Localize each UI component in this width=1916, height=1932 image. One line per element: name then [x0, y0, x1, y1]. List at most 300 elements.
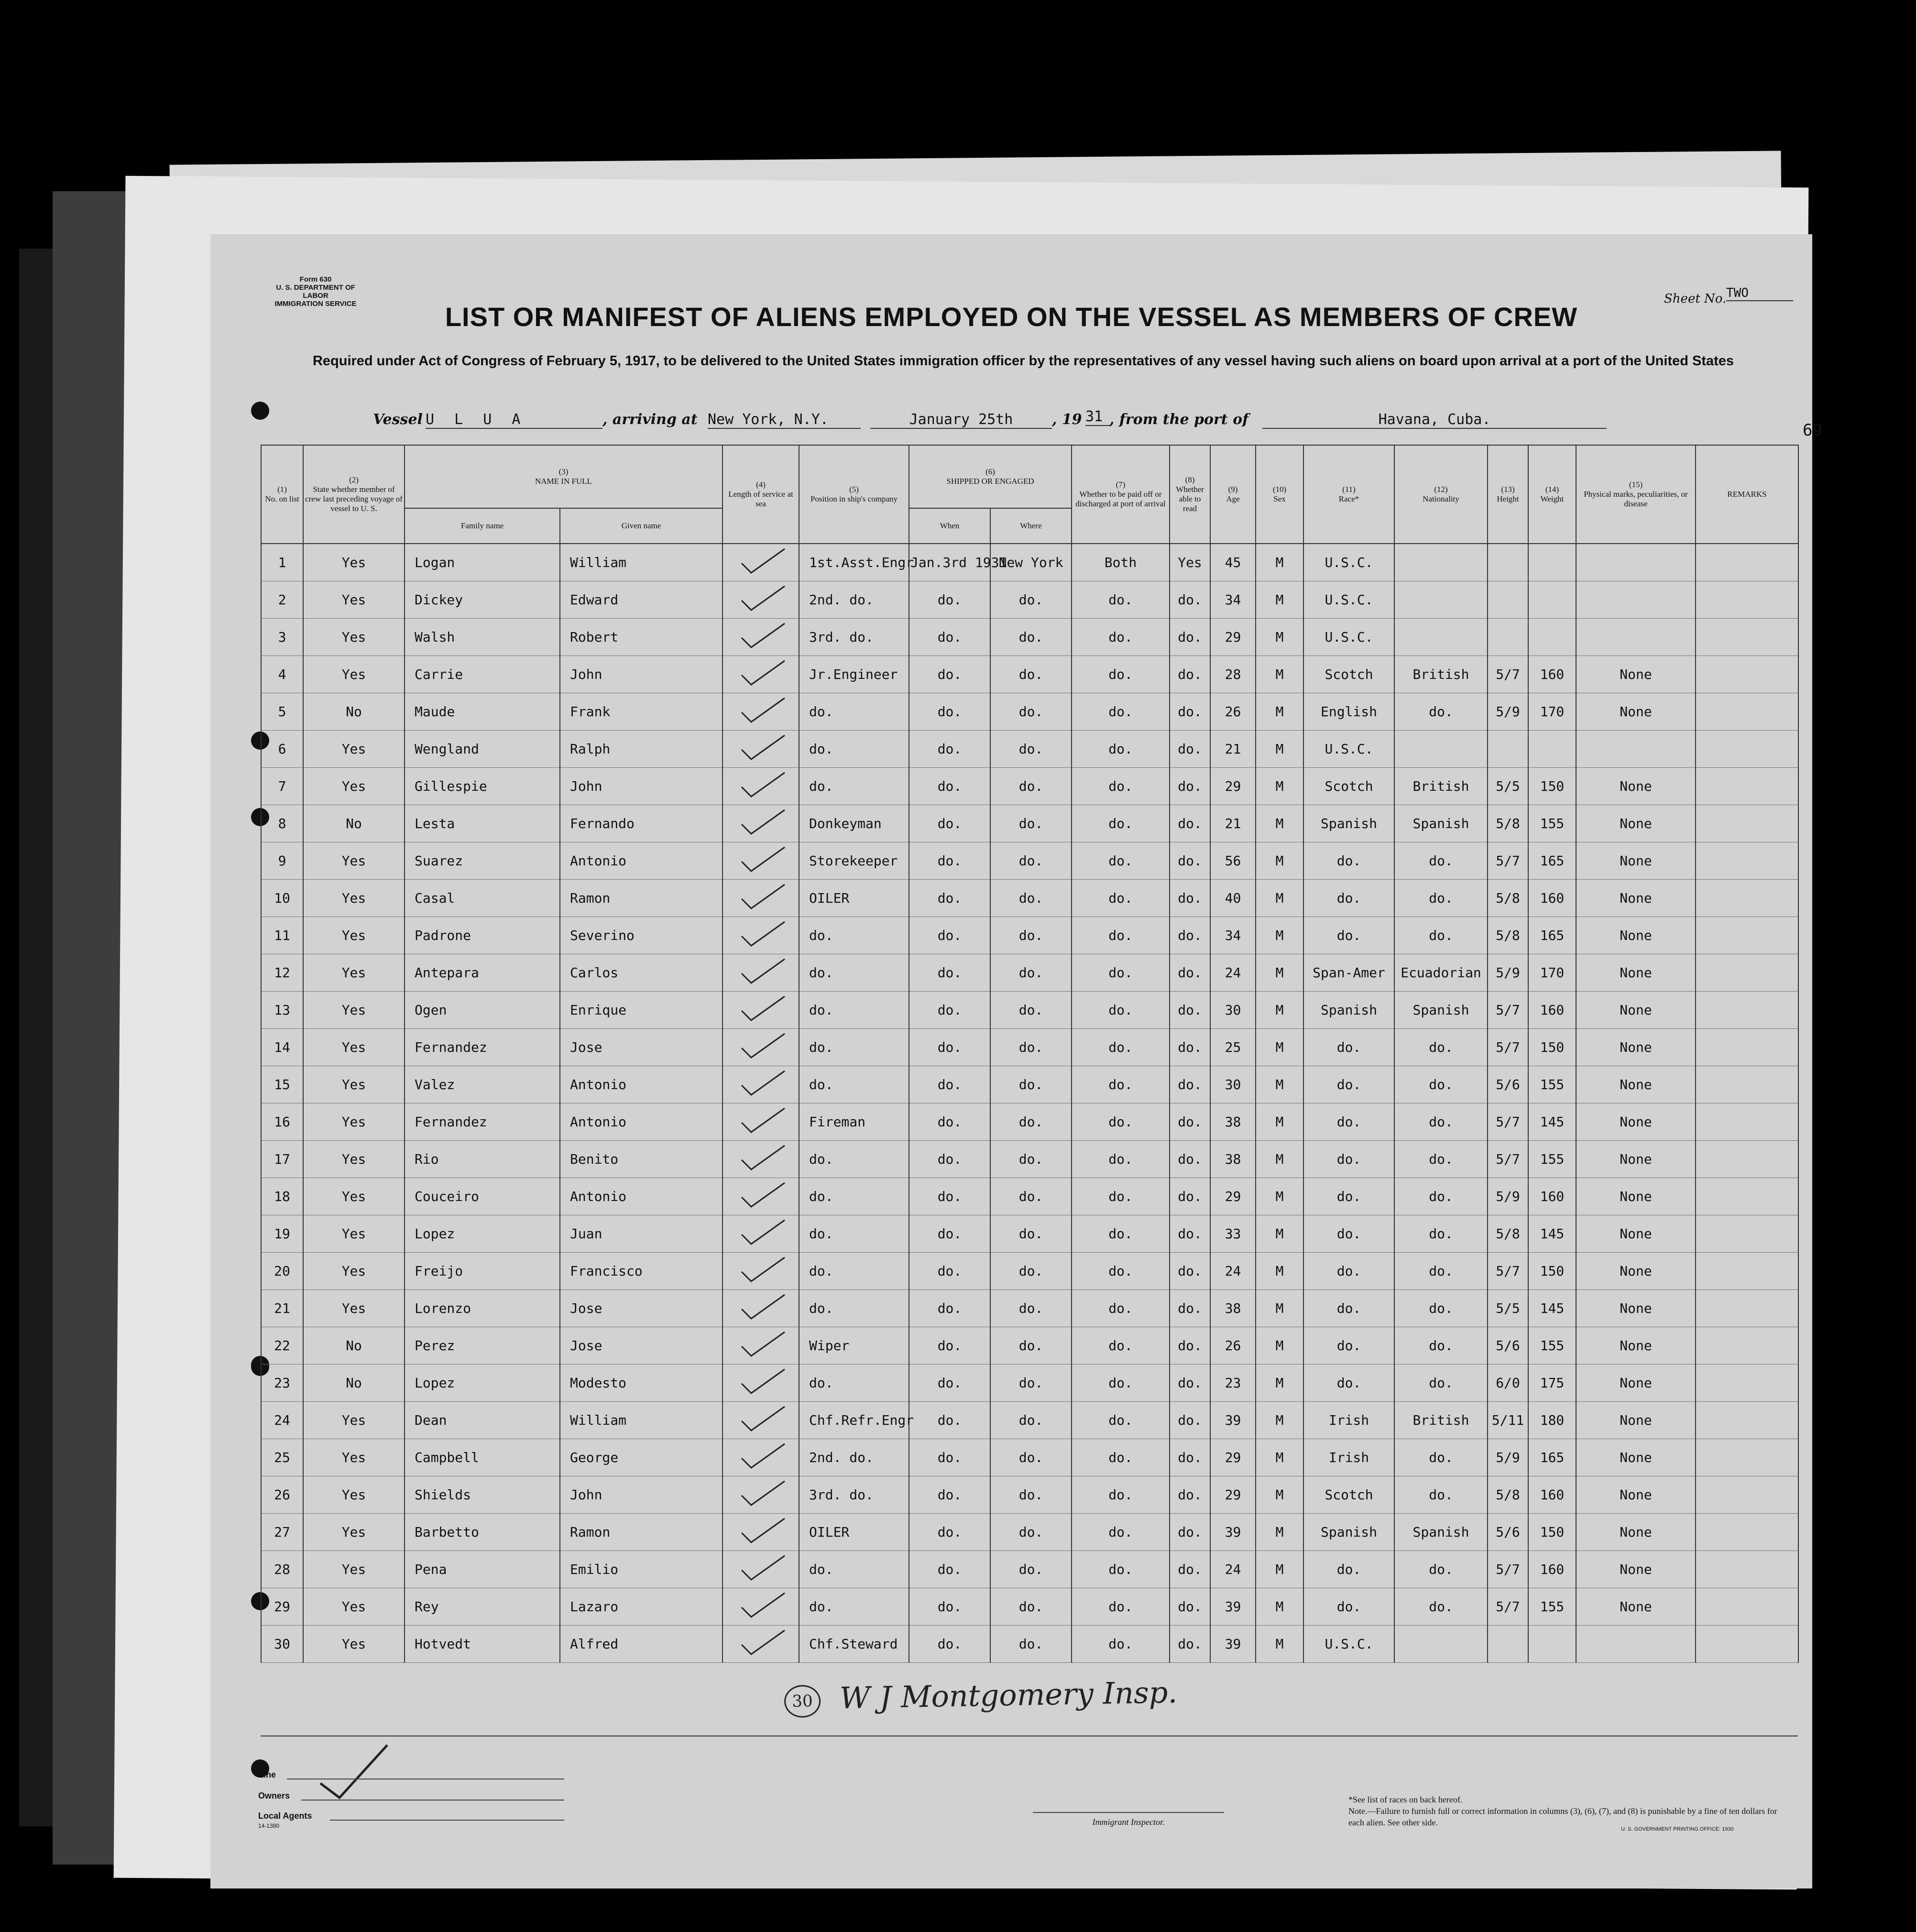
- col-num: (6): [985, 467, 995, 476]
- shipped-when: do.: [909, 619, 990, 656]
- check-mark-icon: [732, 658, 789, 687]
- family-name: Lopez: [405, 1364, 560, 1402]
- previous-voyage: Yes: [303, 1141, 405, 1178]
- family-name: Logan: [405, 544, 560, 581]
- race: do.: [1303, 1551, 1394, 1588]
- age: 39: [1210, 1402, 1256, 1439]
- col-header-previous-voyage: [303, 445, 405, 544]
- col-header-weight: [1528, 445, 1576, 544]
- shipped-where: do.: [990, 992, 1072, 1029]
- race: do.: [1303, 1141, 1394, 1178]
- col-header-when: When: [909, 508, 990, 544]
- check-mark-icon: [732, 1180, 789, 1209]
- row-number: 13: [261, 992, 303, 1029]
- shipped-where: do.: [990, 1514, 1072, 1551]
- given-name: Francisco: [560, 1253, 723, 1290]
- nationality: do.: [1394, 1588, 1488, 1626]
- check-mark-icon: [732, 994, 789, 1023]
- weight: [1528, 1626, 1576, 1663]
- race: U.S.C.: [1303, 544, 1394, 581]
- paid-off: do.: [1072, 693, 1170, 731]
- weight: 145: [1528, 1103, 1576, 1141]
- nationality: British: [1394, 768, 1488, 805]
- table-row: [261, 1253, 1798, 1290]
- weight: 160: [1528, 656, 1576, 693]
- col-label: Position in ship's company: [810, 494, 898, 503]
- position: Chf.Steward: [799, 1626, 909, 1663]
- able-to-read: do.: [1170, 1476, 1210, 1514]
- col-header-position: [799, 445, 909, 544]
- nationality: do.: [1394, 1327, 1488, 1364]
- sex: M: [1256, 917, 1303, 954]
- table-row: [261, 731, 1798, 768]
- physical-marks: None: [1576, 1588, 1696, 1626]
- previous-voyage: No: [303, 805, 405, 842]
- nationality: [1394, 1626, 1488, 1663]
- sex: M: [1256, 1439, 1303, 1476]
- shipped-when: do.: [909, 1029, 990, 1066]
- position: do.: [799, 1029, 909, 1066]
- check-mark-icon: [732, 1106, 789, 1135]
- able-to-read: do.: [1170, 693, 1210, 731]
- remarks: [1696, 1439, 1798, 1476]
- check-mark-icon: [732, 696, 789, 724]
- table-row: [261, 992, 1798, 1029]
- table-row: [261, 1439, 1798, 1476]
- remarks: [1696, 842, 1798, 880]
- arriving-label: , arriving at: [602, 411, 698, 428]
- row-number: 26: [261, 1476, 303, 1514]
- position: do.: [799, 731, 909, 768]
- previous-voyage: No: [303, 1327, 405, 1364]
- remarks: [1696, 544, 1798, 581]
- family-name: Dickey: [405, 581, 560, 619]
- position: Fireman: [799, 1103, 909, 1141]
- check-mark-icon: [732, 845, 789, 873]
- previous-voyage: Yes: [303, 1514, 405, 1551]
- col-label: No. on list: [265, 494, 299, 503]
- nationality: do.: [1394, 1290, 1488, 1327]
- age: 29: [1210, 1178, 1256, 1215]
- departure-port: Havana, Cuba.: [1262, 411, 1607, 429]
- position: do.: [799, 954, 909, 992]
- weight: 170: [1528, 954, 1576, 992]
- service-length: [723, 693, 799, 731]
- row-number: 27: [261, 1514, 303, 1551]
- check-mark-icon: [732, 957, 789, 985]
- shipped-where: do.: [990, 619, 1072, 656]
- previous-voyage: Yes: [303, 1588, 405, 1626]
- shipped-where: do.: [990, 880, 1072, 917]
- paid-off: do.: [1072, 1327, 1170, 1364]
- service-length: [723, 768, 799, 805]
- physical-marks: None: [1576, 805, 1696, 842]
- weight: 180: [1528, 1402, 1576, 1439]
- previous-voyage: Yes: [303, 1178, 405, 1215]
- punch-hole: [251, 402, 269, 420]
- nationality: [1394, 731, 1488, 768]
- age: 28: [1210, 656, 1256, 693]
- sex: M: [1256, 954, 1303, 992]
- check-mark-icon: [732, 733, 789, 762]
- race: do.: [1303, 1066, 1394, 1103]
- position: OILER: [799, 880, 909, 917]
- physical-marks: [1576, 544, 1696, 581]
- weight: 155: [1528, 1327, 1576, 1364]
- shipped-where: do.: [990, 1626, 1072, 1663]
- sex: M: [1256, 1215, 1303, 1253]
- age: 29: [1210, 1476, 1256, 1514]
- remarks: [1696, 1402, 1798, 1439]
- given-name: Jose: [560, 1290, 723, 1327]
- row-number: 2: [261, 581, 303, 619]
- able-to-read: do.: [1170, 619, 1210, 656]
- physical-marks: [1576, 731, 1696, 768]
- shipped-when: do.: [909, 842, 990, 880]
- shipped-where: New York: [990, 544, 1072, 581]
- service-length: [723, 731, 799, 768]
- nationality: British: [1394, 656, 1488, 693]
- from-label: , from the port of: [1109, 411, 1249, 428]
- paid-off: do.: [1072, 1215, 1170, 1253]
- remarks: [1696, 581, 1798, 619]
- remarks: [1696, 1476, 1798, 1514]
- weight: [1528, 619, 1576, 656]
- col-header-sex: [1256, 445, 1303, 544]
- sex: M: [1256, 1290, 1303, 1327]
- row-number: 4: [261, 656, 303, 693]
- row-number: 14: [261, 1029, 303, 1066]
- remarks: [1696, 1103, 1798, 1141]
- age: 24: [1210, 954, 1256, 992]
- sex: M: [1256, 1029, 1303, 1066]
- able-to-read: do.: [1170, 880, 1210, 917]
- race: Irish: [1303, 1439, 1394, 1476]
- row-number: 10: [261, 880, 303, 917]
- row-number: 29: [261, 1588, 303, 1626]
- sex: M: [1256, 656, 1303, 693]
- remarks: [1696, 1066, 1798, 1103]
- shipped-when: do.: [909, 917, 990, 954]
- given-name: William: [560, 1402, 723, 1439]
- race: Spanish: [1303, 1514, 1394, 1551]
- nationality: do.: [1394, 842, 1488, 880]
- family-name: Couceiro: [405, 1178, 560, 1215]
- position: do.: [799, 917, 909, 954]
- check-mark-icon: [732, 1330, 789, 1358]
- weight: 165: [1528, 1439, 1576, 1476]
- position: do.: [799, 1066, 909, 1103]
- shipped-when: do.: [909, 1476, 990, 1514]
- family-name: Lorenzo: [405, 1290, 560, 1327]
- position: Jr.Engineer: [799, 656, 909, 693]
- row-number: 30: [261, 1626, 303, 1663]
- able-to-read: do.: [1170, 1588, 1210, 1626]
- height: 5/7: [1488, 656, 1528, 693]
- row-number: 11: [261, 917, 303, 954]
- service-length: [723, 1439, 799, 1476]
- weight: 165: [1528, 842, 1576, 880]
- shipped-when: do.: [909, 581, 990, 619]
- shipped-when: do.: [909, 954, 990, 992]
- given-name: Alfred: [560, 1626, 723, 1663]
- shipped-when: do.: [909, 1514, 990, 1551]
- arrival-date: January 25th: [870, 411, 1052, 429]
- agents-label: Local Agents: [258, 1811, 312, 1821]
- col-header-name: [405, 445, 723, 508]
- physical-marks: None: [1576, 1439, 1696, 1476]
- col-header-family-name: Family name: [405, 508, 560, 544]
- row-number: 15: [261, 1066, 303, 1103]
- service-length: [723, 1253, 799, 1290]
- given-name: John: [560, 768, 723, 805]
- remarks: [1696, 656, 1798, 693]
- family-name: Perez: [405, 1327, 560, 1364]
- shipped-where: do.: [990, 1402, 1072, 1439]
- age: 29: [1210, 1439, 1256, 1476]
- shipped-where: do.: [990, 1290, 1072, 1327]
- position: do.: [799, 1364, 909, 1402]
- nationality: [1394, 544, 1488, 581]
- paid-off: do.: [1072, 1066, 1170, 1103]
- nationality: Ecuadorian: [1394, 954, 1488, 992]
- paid-off: do.: [1072, 805, 1170, 842]
- remarks: [1696, 619, 1798, 656]
- weight: 150: [1528, 1514, 1576, 1551]
- position: 2nd. do.: [799, 581, 909, 619]
- remarks: [1696, 1215, 1798, 1253]
- shipped-when: do.: [909, 1066, 990, 1103]
- col-label: Physical marks, peculiarities, or disease: [1584, 490, 1688, 508]
- remarks: [1696, 1626, 1798, 1663]
- physical-marks: None: [1576, 1290, 1696, 1327]
- nationality: Spanish: [1394, 992, 1488, 1029]
- height: 5/6: [1488, 1514, 1528, 1551]
- shipped-when: do.: [909, 880, 990, 917]
- age: 21: [1210, 731, 1256, 768]
- weight: 150: [1528, 768, 1576, 805]
- check-mark-icon: [732, 1255, 789, 1284]
- sex: M: [1256, 1476, 1303, 1514]
- weight: 160: [1528, 1178, 1576, 1215]
- table-row: [261, 1215, 1798, 1253]
- height: 5/8: [1488, 1476, 1528, 1514]
- physical-marks: None: [1576, 842, 1696, 880]
- family-name: Campbell: [405, 1439, 560, 1476]
- family-name: Freijo: [405, 1253, 560, 1290]
- race: do.: [1303, 1364, 1394, 1402]
- given-name: Antonio: [560, 1178, 723, 1215]
- service-length: [723, 1364, 799, 1402]
- given-name: Lazaro: [560, 1588, 723, 1626]
- height: 5/5: [1488, 1290, 1528, 1327]
- able-to-read: do.: [1170, 842, 1210, 880]
- shipped-where: do.: [990, 1364, 1072, 1402]
- races-note: *See list of races on back hereof.: [1348, 1795, 1463, 1804]
- col-header-shipped: [909, 445, 1072, 508]
- table-row: [261, 1551, 1798, 1588]
- remarks: [1696, 1029, 1798, 1066]
- row-number: 21: [261, 1290, 303, 1327]
- shipped-where: do.: [990, 1029, 1072, 1066]
- check-mark-icon: [732, 1628, 789, 1657]
- nationality: do.: [1394, 1215, 1488, 1253]
- shipped-where: do.: [990, 1141, 1072, 1178]
- service-length: [723, 1066, 799, 1103]
- col-label: State whether member of crew last preceding voyage of vessel to U. S.: [305, 485, 403, 513]
- height: [1488, 544, 1528, 581]
- previous-voyage: Yes: [303, 581, 405, 619]
- age: 24: [1210, 1551, 1256, 1588]
- shipped-where: do.: [990, 731, 1072, 768]
- shipped-when: do.: [909, 1178, 990, 1215]
- race: Spanish: [1303, 992, 1394, 1029]
- form-number: Form 630: [299, 275, 332, 284]
- paid-off: Both: [1072, 544, 1170, 581]
- service-length: [723, 1141, 799, 1178]
- race: do.: [1303, 1178, 1394, 1215]
- paid-off: do.: [1072, 1626, 1170, 1663]
- given-name: John: [560, 1476, 723, 1514]
- given-name: Jose: [560, 1327, 723, 1364]
- able-to-read: do.: [1170, 768, 1210, 805]
- sex: M: [1256, 842, 1303, 880]
- family-name: Hotvedt: [405, 1626, 560, 1663]
- row-number: 5: [261, 693, 303, 731]
- weight: 160: [1528, 1476, 1576, 1514]
- owners-field: [301, 1800, 564, 1801]
- remarks: [1696, 1178, 1798, 1215]
- col-label: NAME IN FULL: [535, 476, 592, 486]
- given-name: Modesto: [560, 1364, 723, 1402]
- able-to-read: do.: [1170, 992, 1210, 1029]
- paid-off: do.: [1072, 1476, 1170, 1514]
- age: 29: [1210, 619, 1256, 656]
- sex: M: [1256, 805, 1303, 842]
- able-to-read: do.: [1170, 1141, 1210, 1178]
- weight: 155: [1528, 805, 1576, 842]
- shipped-when: do.: [909, 805, 990, 842]
- col-label: Weight: [1540, 494, 1564, 503]
- check-mark-icon: [732, 808, 789, 836]
- remarks: [1696, 1327, 1798, 1364]
- family-name: Fernandez: [405, 1103, 560, 1141]
- check-mark-icon: [732, 882, 789, 911]
- col-num: (10): [1272, 485, 1287, 494]
- shipped-when: do.: [909, 1215, 990, 1253]
- nationality: do.: [1394, 880, 1488, 917]
- row-number: 23: [261, 1364, 303, 1402]
- table-row: [261, 1364, 1798, 1402]
- penalty-note: Note.—Failure to furnish full or correct information in columns (3), (6), (7), and (8) is punishable by a fine of ten dollars for each alien. See other side.: [1348, 1806, 1777, 1827]
- table-row: [261, 1029, 1798, 1066]
- service-length: [723, 1103, 799, 1141]
- height: 5/7: [1488, 992, 1528, 1029]
- physical-marks: None: [1576, 917, 1696, 954]
- given-name: Robert: [560, 619, 723, 656]
- position: do.: [799, 992, 909, 1029]
- age: 33: [1210, 1215, 1256, 1253]
- page-stamp: 69: [1803, 421, 1822, 440]
- height: [1488, 581, 1528, 619]
- previous-voyage: Yes: [303, 917, 405, 954]
- family-name: Antepara: [405, 954, 560, 992]
- table-row: [261, 1476, 1798, 1514]
- race: do.: [1303, 842, 1394, 880]
- col-num: (15): [1629, 480, 1643, 489]
- position: Storekeeper: [799, 842, 909, 880]
- paid-off: do.: [1072, 1439, 1170, 1476]
- family-name: Wengland: [405, 731, 560, 768]
- check-mark-icon: [732, 546, 789, 575]
- col-num: (4): [756, 480, 766, 489]
- agents-form-number: 14-1380: [258, 1823, 280, 1829]
- given-name: Carlos: [560, 954, 723, 992]
- age: 38: [1210, 1290, 1256, 1327]
- service: IMMIGRATION SERVICE: [274, 300, 357, 308]
- height: 5/9: [1488, 1439, 1528, 1476]
- table-row: [261, 1290, 1798, 1327]
- nationality: [1394, 581, 1488, 619]
- col-num: (14): [1545, 485, 1559, 494]
- sex: M: [1256, 1066, 1303, 1103]
- family-name: Rey: [405, 1588, 560, 1626]
- race: do.: [1303, 1253, 1394, 1290]
- physical-marks: None: [1576, 1514, 1696, 1551]
- col-num: (5): [849, 485, 859, 494]
- physical-marks: None: [1576, 992, 1696, 1029]
- family-name: Rio: [405, 1141, 560, 1178]
- race: do.: [1303, 1029, 1394, 1066]
- previous-voyage: Yes: [303, 544, 405, 581]
- check-mark-icon: [732, 1069, 789, 1097]
- paid-off: do.: [1072, 880, 1170, 917]
- age: 23: [1210, 1364, 1256, 1402]
- shipped-when: do.: [909, 992, 990, 1029]
- table-row: [261, 1402, 1798, 1439]
- height: 5/8: [1488, 1215, 1528, 1253]
- weight: 155: [1528, 1066, 1576, 1103]
- footer-notes: [1348, 1794, 1779, 1828]
- check-mark-icon: [732, 1553, 789, 1582]
- previous-voyage: No: [303, 693, 405, 731]
- signature-text: W J Montgomery Insp.: [839, 1674, 1178, 1716]
- position: do.: [799, 1290, 909, 1327]
- nationality: do.: [1394, 1066, 1488, 1103]
- col-header-physical-marks: [1576, 445, 1696, 544]
- col-header-nationality: [1394, 445, 1488, 544]
- remarks: [1696, 1253, 1798, 1290]
- service-length: [723, 1290, 799, 1327]
- given-name: Ramon: [560, 1514, 723, 1551]
- service-length: [723, 1476, 799, 1514]
- race: English: [1303, 693, 1394, 731]
- family-name: Shields: [405, 1476, 560, 1514]
- nationality: Spanish: [1394, 1514, 1488, 1551]
- age: 26: [1210, 1327, 1256, 1364]
- given-name: William: [560, 544, 723, 581]
- weight: 145: [1528, 1215, 1576, 1253]
- able-to-read: do.: [1170, 731, 1210, 768]
- shipped-when: do.: [909, 731, 990, 768]
- col-header-number: [261, 445, 303, 544]
- table-row: [261, 544, 1798, 581]
- weight: 155: [1528, 1588, 1576, 1626]
- row-number: 16: [261, 1103, 303, 1141]
- paid-off: do.: [1072, 731, 1170, 768]
- given-name: Fernando: [560, 805, 723, 842]
- physical-marks: [1576, 619, 1696, 656]
